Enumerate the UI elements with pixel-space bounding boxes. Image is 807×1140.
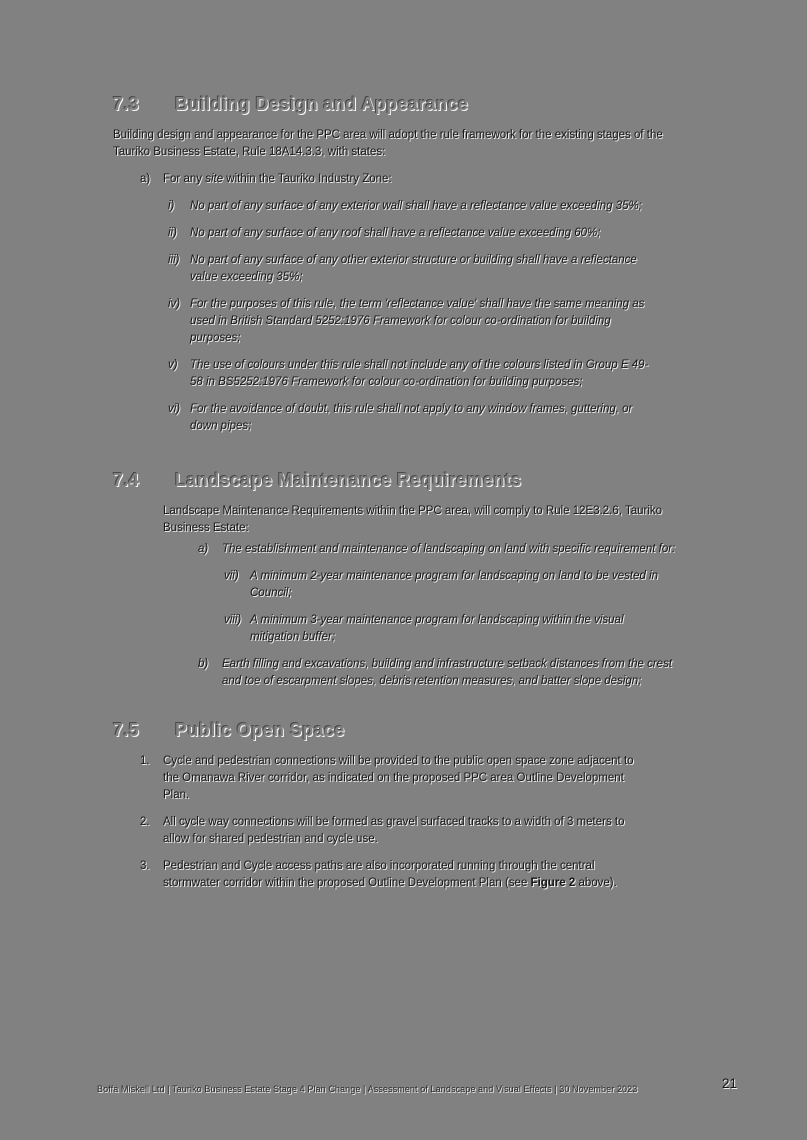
- section-title: Public Open Space: [175, 720, 345, 740]
- section-number: 7.3: [113, 94, 140, 114]
- section-building-design: [113, 93, 695, 435]
- list-item-a: [140, 171, 695, 188]
- list-item-text: A minimum 3-year maintenance program for landscaping within the visual mitigation buffer;: [250, 614, 624, 643]
- list-item-3: [140, 858, 695, 892]
- list-item-text: All cycle way connections will be formed as gravel surfaced tracks to a width of 3 meters to allow for shared pedestrian and cycle use.: [163, 816, 625, 845]
- list-item-v: [168, 357, 695, 391]
- list-marker: v): [168, 359, 178, 371]
- list-marker: iv): [168, 298, 181, 310]
- list-item-iv: [168, 296, 695, 347]
- list-marker: vi): [168, 403, 181, 415]
- list-item-text: No part of any surface of any roof shall have a reflectance value exceeding 60%;: [190, 227, 601, 239]
- list-marker: vii): [224, 570, 239, 582]
- list-item-2: [140, 814, 695, 848]
- list-marker: viii): [224, 614, 242, 626]
- list-item-ii: [168, 225, 695, 242]
- list-item-i: [168, 198, 695, 215]
- paragraph: Landscape Maintenance Requirements within the PPC area, will comply to Rule 12E3.2.6, Tauriko Business Estate:: [163, 505, 663, 534]
- list-item-viii: [224, 612, 695, 646]
- list-item-text: A minimum 2-year maintenance program for landscaping on land to be vested in Council;: [250, 570, 659, 599]
- list-marker: a): [198, 543, 209, 555]
- list-marker: 1.: [140, 755, 150, 767]
- figure-reference: Figure 2: [530, 877, 576, 889]
- list-item-1: [140, 753, 695, 804]
- list-item-text: Earth filling and excavations, building and infrastructure setback distances from the crest and toe of escarpment slopes, debris retention measures, and batter slope design;: [222, 658, 673, 687]
- list-item-a: [198, 541, 695, 558]
- list-item-text: Cycle and pedestrian connections will be provided to the public open space zone adjacent to the Omanawa River corridor, as indicated on the proposed PPC area Outline Development Plan.: [163, 755, 634, 801]
- section-number: 7.4: [113, 470, 140, 490]
- list-item-text: No part of any surface of any exterior wall shall have a reflectance value exceeding 35%;: [190, 200, 642, 212]
- list-marker: iii): [168, 254, 180, 266]
- section-landscape-maintenance: [113, 469, 695, 690]
- paragraph: Building design and appearance for the PPC area will adopt the rule framework for the existing stages of the Tauriko Business Estate, Rule 18A14.3.3, with states:: [113, 129, 663, 158]
- list-item-text: For any site within the Tauriko Industry Zone:: [163, 173, 392, 185]
- section-public-open-space: [113, 719, 695, 892]
- page-content: [113, 93, 695, 902]
- list-item-text: For the purposes of this rule, the term 'reflectance value' shall have the same meaning as used in British Standard 5252:1976 Framework for colour co-ordination for building purposes;: [190, 298, 645, 344]
- list-item-text: For the avoidance of doubt, this rule shall not apply to any window frames, guttering, or down pipes;: [190, 403, 633, 432]
- list-item-b: [198, 656, 695, 690]
- list-marker: b): [198, 658, 209, 670]
- section-number: 7.5: [113, 720, 140, 740]
- list-marker: ii): [168, 227, 177, 239]
- list-marker: a): [140, 173, 151, 185]
- section-heading-7-4: [113, 469, 695, 491]
- emphasized-term: site: [205, 173, 224, 185]
- list-item-text: No part of any surface of any other exterior structure or building shall have a reflectance value exceeding 35%;: [190, 254, 637, 283]
- section-heading-7-5: [113, 719, 695, 741]
- section-title: Building Design and Appearance: [175, 94, 469, 114]
- list-item-text: The establishment and maintenance of landscaping on land with specific requirement for:: [222, 543, 676, 555]
- list-marker: i): [168, 200, 175, 212]
- list-item-iii: [168, 252, 695, 286]
- footer-text: Boffa Miskell Ltd | Tauriko Business Estate Stage 4 Plan Change | Assessment of Landscape and Visual Effects | 30 November 2023: [97, 1084, 638, 1094]
- page-number: 21: [721, 1076, 737, 1091]
- list-marker: 3.: [140, 860, 150, 872]
- list-item-vii: [224, 568, 695, 602]
- section-heading-7-3: [113, 93, 695, 115]
- list-item-vi: [168, 401, 695, 435]
- list-item-text: The use of colours under this rule shall not include any of the colours listed in Group E 49-58 in BS5252:1976 Framework for colour co-ordination for building purposes;: [190, 359, 649, 388]
- list-item-text: Pedestrian and Cycle access paths are also incorporated running through the central stormwater corridor within the proposed Outline Development Plan (see Figure 2 above).: [163, 860, 617, 889]
- section-title: Landscape Maintenance Requirements: [175, 470, 522, 490]
- list-marker: 2.: [140, 816, 150, 828]
